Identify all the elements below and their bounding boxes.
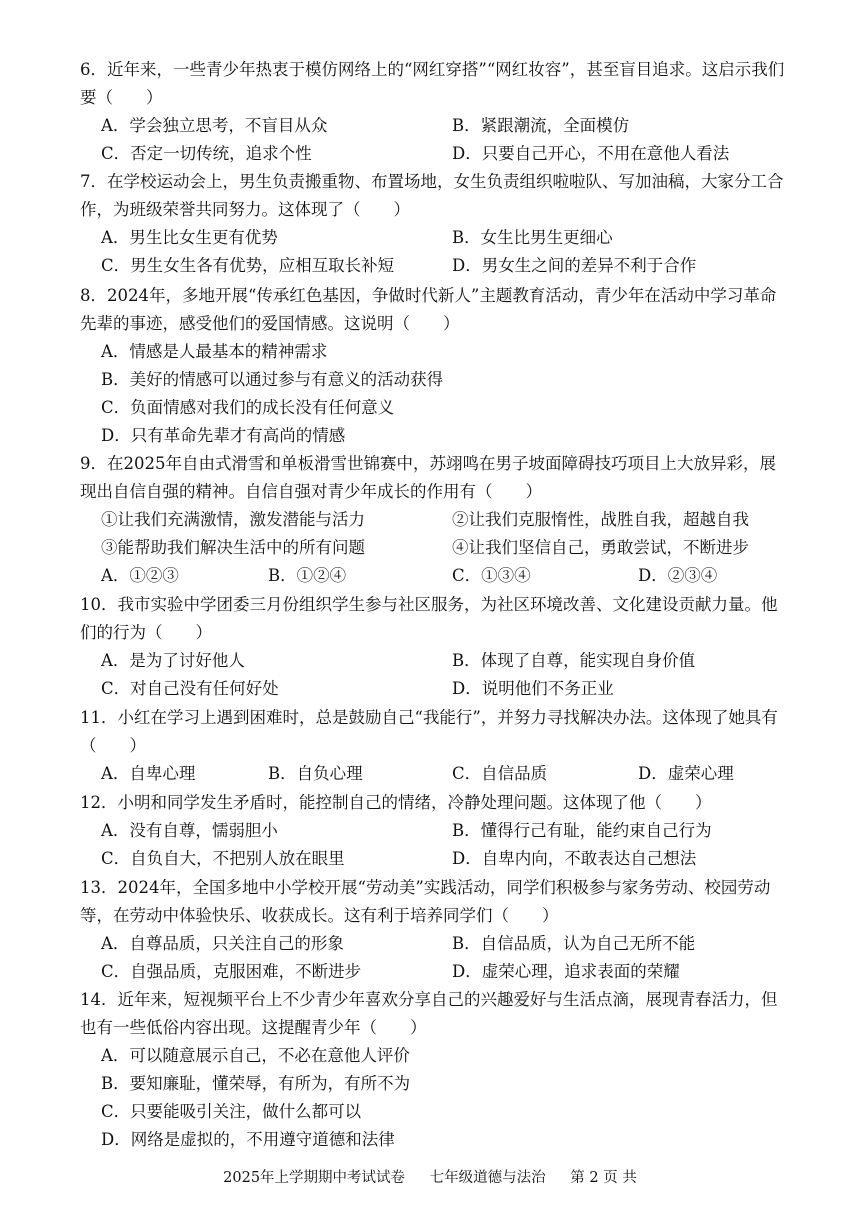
option-b: B．自信品质，认为自己无所不能 (452, 934, 696, 953)
option-d: D．自卑内向，不敢表达自己想法 (452, 849, 697, 868)
option-a: A．自卑心理 (101, 764, 196, 783)
question-12 (0, 789, 860, 873)
question-stem: 6．近年来，一些青少年热衷于模仿网络上的“网红穿搭”“网红妆容”，甚至盲目追求。这启示我们要（ ） (80, 60, 785, 107)
question-stem: 14．近年来，短视频平台上不少青少年喜欢分享自己的兴趣爱好与生活点滴，展现青春活力，但也有一些低俗内容出现。这提醒青少年（ ） (80, 990, 778, 1037)
question-stem: 12．小明和同学发生矛盾时，能控制自己的情绪，冷静处理问题。这体现了他（ ） (80, 793, 712, 812)
option-d: D．虚荣心理，追求表面的荣耀 (452, 962, 680, 981)
question-11 (0, 704, 860, 788)
option-d: D．②③④ (638, 566, 718, 585)
option-b: B．美好的情感可以通过参与有意义的活动获得 (101, 370, 444, 389)
option-c: C．负面情感对我们的成长没有任何意义 (101, 398, 395, 417)
question-stem: 10．我市实验中学团委三月份组织学生参与社区服务，为社区环境改善、文化建设贡献力量。他们的行为（ ） (80, 595, 778, 642)
question-7 (0, 168, 860, 280)
question-14 (0, 986, 860, 1154)
question-6 (0, 56, 860, 168)
option-d: D．只有革命先辈才有高尚的情感 (101, 426, 346, 445)
option-b: B．自负心理 (268, 764, 363, 783)
option-row (0, 112, 860, 140)
question-13 (0, 874, 860, 986)
page-footer (0, 1166, 860, 1187)
option-row (0, 422, 860, 450)
option-c: C．男生女生各有优势，应相互取长补短 (101, 256, 395, 275)
option-row (0, 675, 860, 703)
option-row (0, 930, 860, 958)
option-a: A．是为了讨好他人 (101, 651, 245, 670)
subject-title: 七年级道德与法治 (429, 1170, 546, 1186)
option-a: A．可以随意展示自己，不必在意他人评价 (101, 1046, 410, 1065)
statement-row (0, 534, 860, 562)
question-stem: 13．2024年，全国多地中小学校开展“劳动美”实践活动，同学们积极参与家务劳动、校园劳动等，在劳动中体验快乐、收获成长。这有利于培养同学们（ ） (80, 878, 771, 925)
question-stem: 9．在2025年自由式滑雪和单板滑雪世锦赛中，苏翊鸣在男子坡面障碍技巧项目上大放异彩，展现出自信自强的精神。自信自强对青少年成长的作用有（ ） (80, 454, 776, 501)
question-stem: 11．小红在学习上遇到困难时，总是鼓励自己“我能行”，并努力寻找解决办法。这体现了她具有（ ） (80, 708, 778, 755)
option-d: D．男女生之间的差异不利于合作 (452, 256, 697, 275)
option-d: D．说明他们不务正业 (452, 679, 614, 698)
question-10 (0, 591, 860, 703)
option-row (0, 252, 860, 280)
option-row (0, 1042, 860, 1070)
option-b: B．①②④ (268, 566, 347, 585)
page-number: 第 2 页 共 (570, 1170, 637, 1186)
option-row (0, 958, 860, 986)
statement-3: ③能帮助我们解决生活中的所有问题 (101, 538, 365, 557)
option-row (0, 1070, 860, 1098)
option-b: B．女生比男生更细心 (452, 228, 613, 247)
option-d: D．虚荣心理 (638, 764, 734, 783)
option-row (0, 338, 860, 366)
question-stem: 8．2024年，多地开展“传承红色基因，争做时代新人”主题教育活动，青少年在活动中学习革命先辈的事迹，感受他们的爱国情感。这说明（ ） (80, 286, 777, 333)
option-row (0, 562, 860, 590)
option-a: A．男生比女生更有优势 (101, 228, 278, 247)
statement-row (0, 506, 860, 534)
option-row (0, 845, 860, 873)
option-d: D．只要自己开心，不用在意他人看法 (452, 144, 730, 163)
option-row (0, 140, 860, 168)
option-d: D．网络是虚拟的，不用遵守道德和法律 (101, 1130, 395, 1149)
option-row (0, 1098, 860, 1126)
option-row (0, 224, 860, 252)
option-c: C．否定一切传统，追求个性 (101, 144, 312, 163)
option-row (0, 647, 860, 675)
option-c: C．对自己没有任何好处 (101, 679, 279, 698)
option-row (0, 760, 860, 788)
option-c: C．自强品质，克服困难，不断进步 (101, 962, 362, 981)
option-row (0, 817, 860, 845)
option-b: B．要知廉耻，懂荣辱，有所为，有所不为 (101, 1074, 411, 1093)
option-a: A．学会独立思考，不盲目从众 (101, 116, 328, 135)
option-a: A．自尊品质，只关注自己的形象 (101, 934, 344, 953)
option-row (0, 366, 860, 394)
option-b: B．体现了自尊，能实现自身价值 (452, 651, 696, 670)
question-8 (0, 282, 860, 450)
option-c: C．自负自大，不把别人放在眼里 (101, 849, 345, 868)
option-a: A．①②③ (101, 566, 179, 585)
option-row (0, 394, 860, 422)
statement-4: ④让我们坚信自己，勇敢尝试，不断进步 (452, 538, 749, 557)
question-stem: 7．在学校运动会上，男生负责搬重物、布置场地，女生负责组织啦啦队、写加油稿，大家分工合作，为班级荣誉共同努力。这体现了（ ） (80, 172, 784, 219)
option-a: A．没有自尊，懦弱胆小 (101, 821, 278, 840)
statement-2: ②让我们克服惰性，战胜自我，超越自我 (452, 510, 749, 529)
statement-1: ①让我们充满激情，激发潜能与活力 (101, 510, 365, 529)
exam-title: 2025年上学期期中考试试卷 (223, 1170, 406, 1186)
option-a: A．情感是人最基本的精神需求 (101, 342, 328, 361)
option-row (0, 1126, 860, 1154)
option-c: C．①③④ (452, 566, 531, 585)
option-b: B．紧跟潮流，全面模仿 (452, 116, 630, 135)
option-c: C．只要能吸引关注，做什么都可以 (101, 1102, 362, 1121)
option-c: C．自信品质 (452, 764, 548, 783)
question-9 (0, 450, 860, 590)
option-b: B．懂得行己有耻，能约束自己行为 (452, 821, 712, 840)
